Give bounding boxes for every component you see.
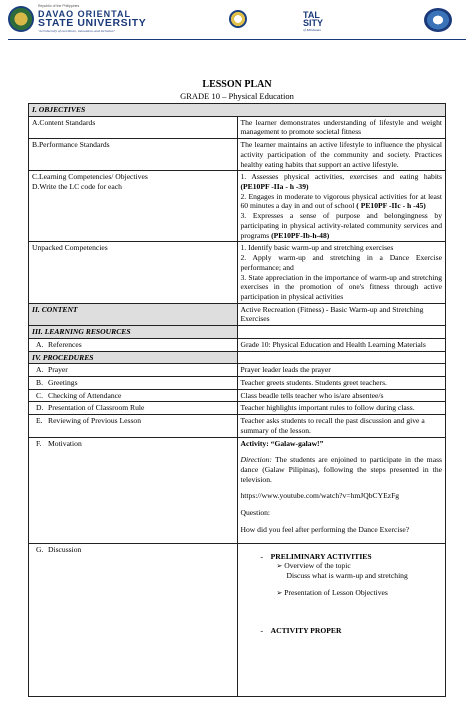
attendance-label: C. Checking of Attendance <box>29 389 238 402</box>
references-label-text: References <box>48 339 82 349</box>
procedures-empty-cell <box>237 351 446 364</box>
table-row <box>29 402 446 415</box>
table-row <box>29 364 446 377</box>
unpacked-value <box>237 242 446 303</box>
competency-1: 1. Assesses physical activities, exercises and eating habits (PE10PF -IIa - h -39) <box>240 172 442 192</box>
competency-1-code: (PE10PF -IIa - h -39) <box>240 182 309 192</box>
motivation-question-label: Question: <box>240 508 271 518</box>
table-row <box>29 242 446 303</box>
republic-line: Republic of the Philippines <box>38 4 80 8</box>
motivation-question: How did you feel after performing the Dance Exercise? <box>240 524 410 534</box>
table-row <box>29 171 446 242</box>
motivation-direction: Direction: The students are enjoined to participate in the mass dance (Galaw Pilipinas), following the steps presented in the television. <box>240 455 442 484</box>
arrow-bullet-icon: ➢ <box>276 588 283 597</box>
letterhead <box>0 0 474 50</box>
agency-seal-icon <box>424 8 452 32</box>
greetings-label: B. Greetings <box>29 376 238 389</box>
table-row <box>29 437 446 543</box>
references-label <box>29 338 238 351</box>
table-row <box>29 376 446 389</box>
discussion-overview: ➢ Overview of the topic <box>276 561 351 571</box>
review-label: E. Reviewing of Previous Lesson <box>29 415 238 437</box>
discussion-label: G. Discussion <box>29 543 238 696</box>
table-row <box>29 415 446 437</box>
competencies-label <box>29 171 238 242</box>
competencies-value <box>237 171 446 242</box>
arrow-bullet-icon: ➢ <box>276 562 283 571</box>
university-tagline: "A University of excellence, innovation, and inclusion" <box>38 29 115 33</box>
right-header-line2: SITY <box>303 18 324 28</box>
greetings-value: Teacher greets students. Students greet teachers. <box>237 376 446 389</box>
table-row <box>29 116 446 138</box>
competency-3-code: (PE10PF-Ib-h-48) <box>271 230 330 240</box>
right-header-tag: of Mindanao <box>303 28 321 32</box>
discussion-value <box>237 543 446 696</box>
performance-standards-value: The learner maintains an active lifestyle to influence the physical activity participation of the community and society. Practices healthy eating habits that support an active lifestyle. <box>237 139 446 171</box>
review-value: Teacher asks students to recall the past discussion and give a summary of the lesson. <box>237 415 446 437</box>
prayer-label: A. Prayer <box>29 364 238 377</box>
performance-standards-label: B.Performance Standards <box>29 139 238 171</box>
attendance-value: Class beadle tells teacher who is/are absentee/s <box>237 389 446 402</box>
university-seal-icon <box>8 6 34 32</box>
header-divider <box>8 39 466 40</box>
motivation-activity: Activity: “Galaw-galaw!” <box>240 438 324 448</box>
table-row <box>29 543 446 696</box>
classroom-rule-value: Teacher highlights important rules to follow during class. <box>237 402 446 415</box>
content-heading: II. CONTENT <box>29 303 238 325</box>
references-value: Grade 10: Physical Education and Health Learning Materials <box>237 338 446 351</box>
unpacked-1: 1. Identify basic warm-up and stretching exercises <box>240 243 394 253</box>
table-row <box>29 389 446 402</box>
discussion-activity-proper: - ACTIVITY PROPER <box>260 625 342 635</box>
discussion-prelim: - PRELIMINARY ACTIVITIES <box>260 551 372 561</box>
university-name-line1: DAVAO ORIENTAL <box>38 9 131 19</box>
objectives-header-row <box>29 104 446 117</box>
unpacked-3: 3. State appreciation in the importance of warm-up and stretching exercises in the promotion of one's fitness through active participation in physical activities <box>240 272 442 301</box>
motivation-label: F. Motivation <box>29 437 238 543</box>
table-row <box>29 326 446 339</box>
discussion-objectives: ➢ Presentation of Lesson Objectives <box>276 587 388 597</box>
competency-2-code: ( PE10PF -IIc - h -45) <box>356 201 426 211</box>
university-name-line2: STATE UNIVERSITY <box>38 17 147 29</box>
motivation-video-link[interactable]: https://www.youtube.com/watch?v=hmJQbCYEzFg <box>240 491 400 501</box>
lesson-plan-table <box>28 103 446 697</box>
table-row <box>29 139 446 171</box>
page-title: LESSON PLAN <box>202 79 272 90</box>
content-standards-label: A.Content Standards <box>29 116 238 138</box>
discussion-overview-sub: Discuss what is warm-up and stretching <box>286 571 408 581</box>
unpacked-label: Unpacked Competencies <box>29 242 238 303</box>
references-letter: A. <box>36 339 44 349</box>
right-header-line1: TAL <box>303 10 320 20</box>
content-value: Active Recreation (Fitness) - Basic Warm-up and Stretching Exercises <box>237 303 446 325</box>
table-row <box>29 338 446 351</box>
unpacked-2: 2. Apply warm-up and stretching in a Dance Exercise performance; and <box>240 253 442 272</box>
prayer-value: Prayer leader leads the prayer <box>237 364 446 377</box>
partner-seal-icon <box>229 10 247 28</box>
competencies-label-2: D.Write the LC code for each <box>32 182 122 192</box>
competency-2: 2. Engages in moderate to vigorous physical activities for at least 60 minutes a day in and out of school ( PE10PF -IIc - h -45) <box>240 191 442 211</box>
competency-3: 3. Expresses a sense of purpose and belongingness by participating in physical activity-related community services and programs (PE10PF-Ib-h-48) <box>240 211 442 240</box>
procedures-heading: IV. PROCEDURES <box>29 351 238 364</box>
content-standards-value: The learner demonstrates understanding of lifestyle and weight management to promote societal fitness <box>237 116 446 138</box>
resources-empty-cell <box>237 326 446 339</box>
motivation-value <box>237 437 446 543</box>
objectives-heading: I. OBJECTIVES <box>29 104 446 117</box>
competencies-label-1: C.Learning Competencies/ Objectives <box>32 172 148 182</box>
resources-heading: III. LEARNING RESOURCES <box>29 326 238 339</box>
page-subtitle: GRADE 10 – Physical Education <box>180 91 294 101</box>
table-row <box>29 351 446 364</box>
classroom-rule-label: D. Presentation of Classroom Rule <box>29 402 238 415</box>
table-row <box>29 303 446 325</box>
